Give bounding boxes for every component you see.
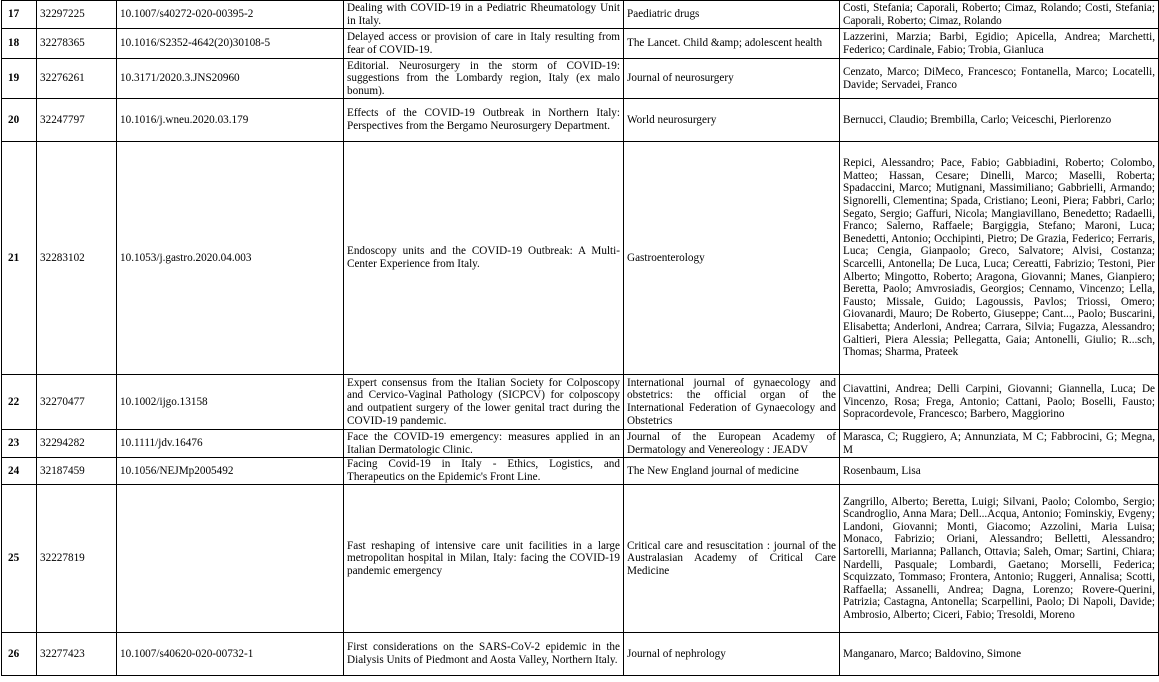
- row-number: 19: [2, 59, 37, 99]
- journal-cell: Journal of nephrology: [624, 633, 840, 676]
- pmid-cell: 32294282: [37, 430, 117, 458]
- doi-cell: 10.1007/s40620-020-00732-1: [117, 633, 344, 676]
- pmid-cell: 32283102: [37, 142, 117, 375]
- doi-cell: [117, 485, 344, 633]
- journal-cell: World neurosurgery: [624, 99, 840, 142]
- doi-cell: 10.1016/j.wneu.2020.03.179: [117, 99, 344, 142]
- table-row: [2, 29, 1159, 59]
- authors-cell: Repici, Alessandro; Pace, Fabio; Gabbiadini, Roberto; Colombo, Matteo; Hassan, Cesare; Dinelli, Marco; Maselli, Roberta; Spadaccini, Marco; Mutignani, Massimiliano; Gabbrielli, Armando; Signorelli, Clementina; Spada, Cristiano; Leoni, Piera; Fabbri, Carlo; Segato, Sergio; Gaffuri, Nicola; Mangiavillano, Benedetto; Radaelli, Franco; Salerno, Raffaele; Bargiggia, Stefano; Maroni, Luca; Benedetti, Antonio; Occhipinti, Pietro; De Grazia, Federico; Ferraris, Luca; Cengia, Gianpaolo; Greco, Salvatore; Alvisi, Costanza; Scarcelli, Antonella; De Luca, Luca; Cereatti, Fabrizio; Testoni, Pier Alberto; Mingotto, Roberto; Aragona, Giovanni; Manes, Gianpiero; Beretta, Paolo; Amvrosiadis, Georgios; Cennamo, Vincenzo; Lella, Fausto; Missale, Guido; Lagoussis, Pavlos; Triossi, Omero; Giovanardi, Mauro; De Roberto, Giuseppe; Cant..., Paolo; Buscarini, Elisabetta; Anderloni, Andrea; Carrara, Silvia; Fugazza, Alessandro; Galtieri, Piera Alessia; Pellegatta, Gaia; Antonelli, Giulio; R...sch, Thomas; Sharma, Prateek: [840, 142, 1159, 375]
- title-cell: Face the COVID-19 emergency: measures applied in an Italian Dermatologic Clinic.: [344, 430, 624, 458]
- doi-cell: 10.1111/jdv.16476: [117, 430, 344, 458]
- journal-cell: Gastroenterology: [624, 142, 840, 375]
- authors-cell: Costi, Stefania; Caporali, Roberto; Cimaz, Rolando; Costi, Stefania; Caporali, Roberto; Cimaz, Rolando: [840, 1, 1159, 29]
- row-number: 22: [2, 375, 37, 430]
- pmid-cell: 32278365: [37, 29, 117, 59]
- authors-cell: Ciavattini, Andrea; Delli Carpini, Giovanni; Giannella, Luca; De Vincenzo, Rosa; Frega, Antonio; Cattani, Paolo; Boselli, Fausto; Sopracordevole, Francesco; Barbero, Maggiorino: [840, 375, 1159, 430]
- row-number: 18: [2, 29, 37, 59]
- title-cell: Delayed access or provision of care in Italy resulting from fear of COVID-19.: [344, 29, 624, 59]
- table-row: [2, 1, 1159, 29]
- title-cell: Facing Covid-19 in Italy - Ethics, Logistics, and Therapeutics on the Epidemic's Front Line.: [344, 458, 624, 485]
- citation-table: [1, 0, 1159, 676]
- journal-cell: Journal of neurosurgery: [624, 59, 840, 99]
- table-row: [2, 430, 1159, 458]
- doi-cell: 10.1007/s40272-020-00395-2: [117, 1, 344, 29]
- row-number: 23: [2, 430, 37, 458]
- authors-cell: Cenzato, Marco; DiMeco, Francesco; Fontanella, Marco; Locatelli, Davide; Servadei, Franco: [840, 59, 1159, 99]
- title-cell: Fast reshaping of intensive care unit facilities in a large metropolitan hospital in Milan, Italy: facing the COVID-19 pandemic emergency: [344, 485, 624, 633]
- doi-cell: 10.1056/NEJMp2005492: [117, 458, 344, 485]
- pmid-cell: 32247797: [37, 99, 117, 142]
- row-number: 21: [2, 142, 37, 375]
- table-row: [2, 142, 1159, 375]
- row-number: 20: [2, 99, 37, 142]
- journal-cell: International journal of gynaecology and obstetrics: the official organ of the International Federation of Gynaecology and Obstetrics: [624, 375, 840, 430]
- doi-cell: 10.1053/j.gastro.2020.04.003: [117, 142, 344, 375]
- title-cell: First considerations on the SARS-CoV-2 epidemic in the Dialysis Units of Piedmont and Aosta Valley, Northern Italy.: [344, 633, 624, 676]
- authors-cell: Zangrillo, Alberto; Beretta, Luigi; Silvani, Paolo; Colombo, Sergio; Scandroglio, Anna Mara; Dell...Acqua, Antonio; Fominskiy, Evgeny; Landoni, Giovanni; Monti, Giacomo; Azzolini, Maria Luisa; Monaco, Fabrizio; Oriani, Alessandro; Belletti, Alessandro; Sartorelli, Marianna; Pallanch, Ottavia; Saleh, Omar; Sartini, Chiara; Nardelli, Pasquale; Lombardi, Gaetano; Morselli, Federica; Scquizzato, Tommaso; Frontera, Antonio; Ruggeri, Annalisa; Scotti, Raffaella; Assanelli, Andrea; Dagna, Lorenzo; Rovere-Querini, Patrizia; Castagna, Antonella; Scarpellini, Paolo; Di Napoli, Davide; Ambrosio, Alberto; Ciceri, Fabio; Tresoldi, Moreno: [840, 485, 1159, 633]
- doi-cell: 10.3171/2020.3.JNS20960: [117, 59, 344, 99]
- table-row: [2, 633, 1159, 676]
- row-number: 25: [2, 485, 37, 633]
- pmid-cell: 32277423: [37, 633, 117, 676]
- title-cell: Expert consensus from the Italian Society for Colposcopy and Cervico-Vaginal Pathology (SICPCV) for colposcopy and outpatient surgery of the lower genital tract during the COVID-19 pandemic.: [344, 375, 624, 430]
- authors-cell: Rosenbaum, Lisa: [840, 458, 1159, 485]
- title-cell: Effects of the COVID-19 Outbreak in Northern Italy: Perspectives from the Bergamo Neurosurgery Department.: [344, 99, 624, 142]
- title-cell: Endoscopy units and the COVID-19 Outbreak: A Multi-Center Experience from Italy.: [344, 142, 624, 375]
- table-row: [2, 485, 1159, 633]
- title-cell: Dealing with COVID-19 in a Pediatric Rheumatology Unit in Italy.: [344, 1, 624, 29]
- authors-cell: Bernucci, Claudio; Brembilla, Carlo; Veiceschi, Pierlorenzo: [840, 99, 1159, 142]
- journal-cell: The New England journal of medicine: [624, 458, 840, 485]
- row-number: 17: [2, 1, 37, 29]
- journal-cell: Journal of the European Academy of Dermatology and Venereology : JEADV: [624, 430, 840, 458]
- journal-cell: Paediatric drugs: [624, 1, 840, 29]
- pmid-cell: 32187459: [37, 458, 117, 485]
- journal-cell: Critical care and resuscitation : journal of the Australasian Academy of Critical Care Medicine: [624, 485, 840, 633]
- table-body: [2, 1, 1159, 676]
- table-row: [2, 59, 1159, 99]
- table-row: [2, 375, 1159, 430]
- row-number: 26: [2, 633, 37, 676]
- pmid-cell: 32297225: [37, 1, 117, 29]
- row-number: 24: [2, 458, 37, 485]
- authors-cell: Marasca, C; Ruggiero, A; Annunziata, M C; Fabbrocini, G; Megna, M: [840, 430, 1159, 458]
- pmid-cell: 32227819: [37, 485, 117, 633]
- doi-cell: 10.1002/ijgo.13158: [117, 375, 344, 430]
- title-cell: Editorial. Neurosurgery in the storm of COVID-19: suggestions from the Lombardy region, Italy (ex malo bonum).: [344, 59, 624, 99]
- doi-cell: 10.1016/S2352-4642(20)30108-5: [117, 29, 344, 59]
- table-row: [2, 99, 1159, 142]
- pmid-cell: 32270477: [37, 375, 117, 430]
- authors-cell: Manganaro, Marco; Baldovino, Simone: [840, 633, 1159, 676]
- authors-cell: Lazzerini, Marzia; Barbi, Egidio; Apicella, Andrea; Marchetti, Federico; Cardinale, Fabio; Trobia, Gianluca: [840, 29, 1159, 59]
- journal-cell: The Lancet. Child &amp; adolescent health: [624, 29, 840, 59]
- table-row: [2, 458, 1159, 485]
- pmid-cell: 32276261: [37, 59, 117, 99]
